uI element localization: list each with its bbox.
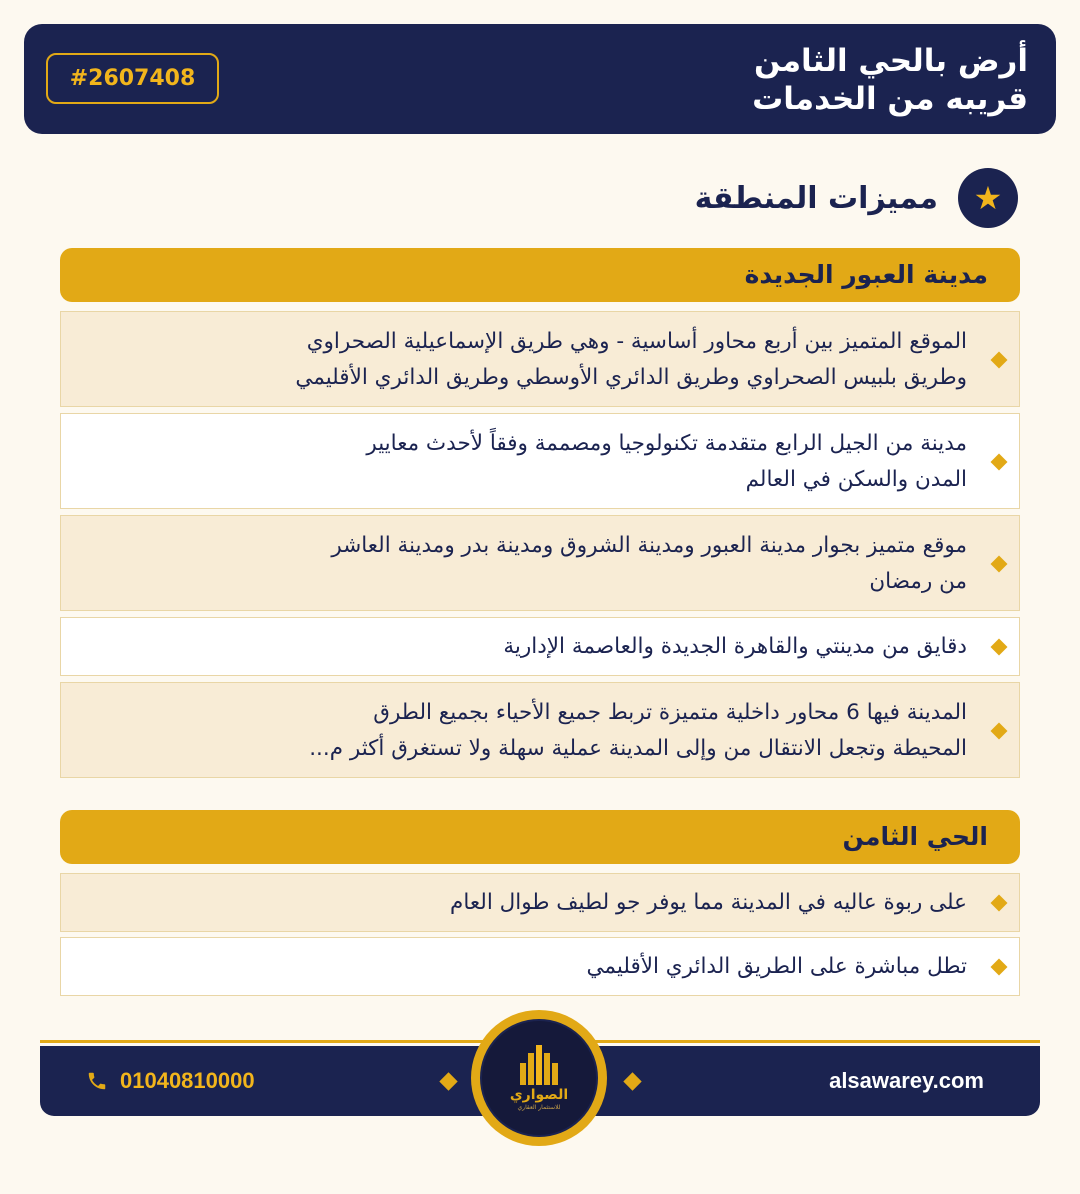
list-item (60, 937, 1020, 996)
list-item-text: موقع متميز بجوار مدينة العبور ومدينة الشروق ومدينة بدر ومدينة العاشر من رمضان (331, 533, 967, 594)
brand-logo (471, 1010, 607, 1146)
diamond-bullet-icon (991, 454, 1008, 471)
diamond-bullet-icon (991, 639, 1008, 656)
list-item-text: المدينة فيها 6 محاور داخلية متميزة تربط جميع الأحياء بجميع الطرق المحيطة وتجعل الانتقال من وإلى المدينة عملية سهلة ولا تستغرق أكثر م... (309, 700, 967, 761)
logo-badge (480, 1019, 598, 1137)
title-line-1: أرض بالحي الثامن (753, 43, 1028, 79)
star-icon: ★ (958, 168, 1018, 228)
section-heading (695, 170, 1018, 226)
logo-name: الصواري (509, 1087, 569, 1103)
logo-tagline: للاستثمار العقاري (517, 1104, 561, 1111)
list-item (60, 617, 1020, 676)
title-line-2: قريبه من الخدمات (752, 81, 1028, 117)
group-title-obour: مدينة العبور الجديدة (60, 248, 1020, 302)
diamond-bullet-icon (991, 723, 1008, 740)
section-title: مميزات المنطقة (694, 180, 938, 216)
diamond-bullet-icon (991, 352, 1008, 369)
list-item (60, 311, 1020, 407)
diamond-bullet-icon (991, 556, 1008, 573)
list-item-text: الموقع المتميز بين أربع محاور أساسية - وهي طريق الإسماعيلية الصحراوي وطريق بلبيس الصحراوي وطريق الدائري الأوسطي وطريق الدائري الأقليمي (295, 329, 967, 390)
diamond-icon (623, 1072, 641, 1090)
phone-link[interactable] (86, 1046, 255, 1116)
phone-icon (86, 1070, 108, 1092)
listing-title (752, 42, 1028, 118)
diamond-bullet-icon (991, 895, 1008, 912)
diamond-bullet-icon (991, 959, 1008, 976)
list-item (60, 873, 1020, 932)
list-item (60, 682, 1020, 778)
list-item (60, 413, 1020, 509)
buildings-icon (516, 1045, 562, 1085)
phone-number: 01040810000 (120, 1068, 255, 1093)
group-title-eighth-district: الحي الثامن (60, 810, 1020, 864)
header-banner (24, 24, 1056, 134)
website-link[interactable]: alsawarey.com (829, 1068, 984, 1093)
list-item-text: تطل مباشرة على الطريق الدائري الأقليمي (586, 954, 967, 979)
list-item-text: دقايق من مدينتي والقاهرة الجديدة والعاصمة الإدارية (503, 634, 967, 659)
reference-badge: #2607408 (46, 53, 219, 104)
list-item-text: مدينة من الجيل الرابع متقدمة تكنولوجيا ومصممة وفقاً لأحدث معايير المدن والسكن في العالم (366, 431, 967, 492)
diamond-icon (439, 1072, 457, 1090)
list-item-text: على ربوة عاليه في المدينة مما يوفر جو لطيف طوال العام (450, 890, 967, 915)
list-item (60, 515, 1020, 611)
